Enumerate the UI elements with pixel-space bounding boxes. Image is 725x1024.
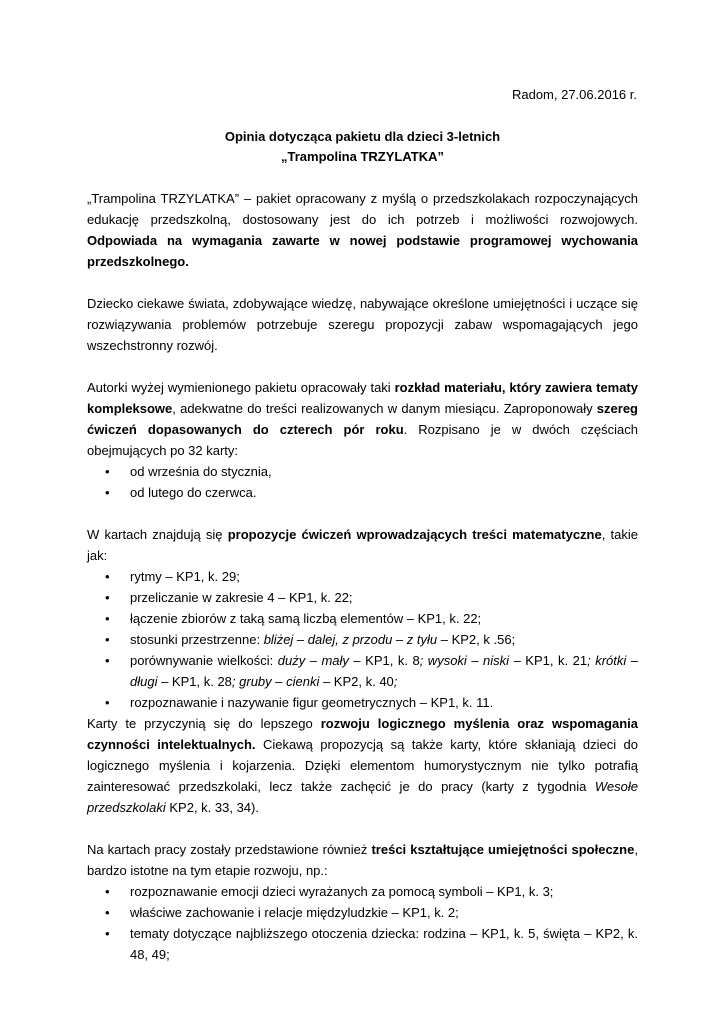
text-span: Karty te przyczynią się do lepszego (87, 716, 321, 731)
list-item (87, 650, 638, 692)
italic-span: duży – mały (277, 653, 349, 668)
text-span: „Trampolina TRZYLATKA” – pakiet opracowany z myślą o przedszkolakach rozpoczynających edukację przedszkolną, dostosowany jest do ich potrzeb i możliwości rozwojowych. (87, 191, 638, 227)
italic-span: Wesołe przedszkolaki (87, 779, 638, 815)
list-item (87, 629, 638, 650)
bold-span: treści kształtujące umiejętności społeczne (371, 842, 635, 857)
bullet-list-math (87, 566, 638, 713)
bold-span: rozwoju logicznego myślenia oraz wspomagania czynności intelektualnych. (87, 716, 638, 752)
list-item: • od września do stycznia, (87, 461, 638, 482)
list-item: • łączenie zbiorów z taką samą liczbą elementów – KP1, k. 22; (87, 608, 638, 629)
list-item: • rytmy – KP1, k. 29; (87, 566, 638, 587)
paragraph-logic (87, 713, 638, 818)
italic-span: ; (393, 674, 398, 689)
text-span: stosunki przestrzenne: (130, 632, 264, 647)
title-line-1: Opinia dotycząca pakietu dla dzieci 3-letnich (224, 129, 501, 144)
list-item: • rozpoznawanie emocji dzieci wyrażanych za pomocą symboli – KP1, k. 3; (87, 881, 638, 902)
text-span: porównywanie wielkości: (130, 653, 278, 668)
text-span: . Rozpisano je w dwóch częściach obejmujących po 32 karty: (87, 422, 638, 458)
paragraph-child: Dziecko ciekawe świata, zdobywające wiedzę, nabywające określone umiejętności i uczące się rozwiązywania problemów potrzebuje szeregu propozycji zabaw wspomagających jego wszechstronny rozwój. (87, 296, 638, 353)
title-line-2: „Trampolina TRZYLATKA” (281, 149, 444, 164)
text-span: , takie jak: (87, 527, 638, 563)
text-span: Na kartach pracy zostały przedstawione również (87, 842, 372, 857)
paragraph-intro (87, 188, 638, 272)
text-span: – KP1, k. 28 (157, 674, 232, 689)
text-span: , bardzo istotne na tym etapie rozwoju, np.: (87, 842, 638, 878)
list-item: • właściwe zachowanie i relacje międzyludzkie – KP1, k. 2; (87, 902, 638, 923)
document-date: Radom, 27.06.2016 r. (511, 87, 637, 102)
text-span: KP2, k. 33, 34). (165, 800, 259, 815)
paragraph-social (87, 839, 638, 881)
document-title (0, 127, 725, 167)
italic-span: ; gruby – cienki (231, 674, 320, 689)
bullet-list-parts (87, 461, 638, 503)
text-span: – KP1, k. 21 (509, 653, 588, 668)
document-body (87, 188, 638, 965)
list-item: • przeliczanie w zakresie 4 – KP1, k. 22; (87, 587, 638, 608)
paragraph-math (87, 524, 638, 566)
bold-span: propozycje ćwiczeń wprowadzających treści matematyczne (227, 527, 602, 542)
text-span: Ciekawą propozycją są także karty, które skłaniają dzieci do logicznego myślenia i kojarzenia. Dzięki elementom humorystycznym nie tylko potrafią zainteresować przedszkolaki, lecz także zachęcić je do pracy (karty z tygodnia (87, 737, 639, 794)
bullet-list-social (87, 881, 638, 965)
bold-span: rozkład materiału, który zawiera tematy kompleksowe (87, 380, 638, 416)
text-span: W kartach znajdują się (87, 527, 228, 542)
list-item: • rozpoznawanie i nazywanie figur geometrycznych – KP1, k. 11. (87, 692, 638, 713)
text-span: Autorki wyżej wymienionego pakietu opracowały taki (87, 380, 395, 395)
text-span: – KP2, k. 40 (319, 674, 394, 689)
bold-span: Odpowiada na wymagania zawarte w nowej podstawie programowej wychowania przedszkolnego. (87, 233, 638, 269)
italic-span: ; krótki – długi (130, 653, 638, 689)
paragraph-authors (87, 377, 638, 461)
text-span: – KP2, k .56; (437, 632, 516, 647)
text-span: , adekwatne do treści realizowanych w danym miesiącu. Zaproponowały (172, 401, 597, 416)
list-item: • tematy dotyczące najbliższego otoczenia dziecka: rodzina – KP1, k. 5, święta – KP2, k. 48, 49; (87, 923, 638, 965)
list-item: • od lutego do czerwca. (87, 482, 638, 503)
italic-span: ; wysoki – niski (419, 653, 510, 668)
text-span: – KP1, k. 8 (348, 653, 420, 668)
bold-span: szereg ćwiczeń dopasowanych do czterech pór roku (87, 401, 638, 437)
italic-span: bliżej – dalej, z przodu – z tyłu (263, 632, 438, 647)
